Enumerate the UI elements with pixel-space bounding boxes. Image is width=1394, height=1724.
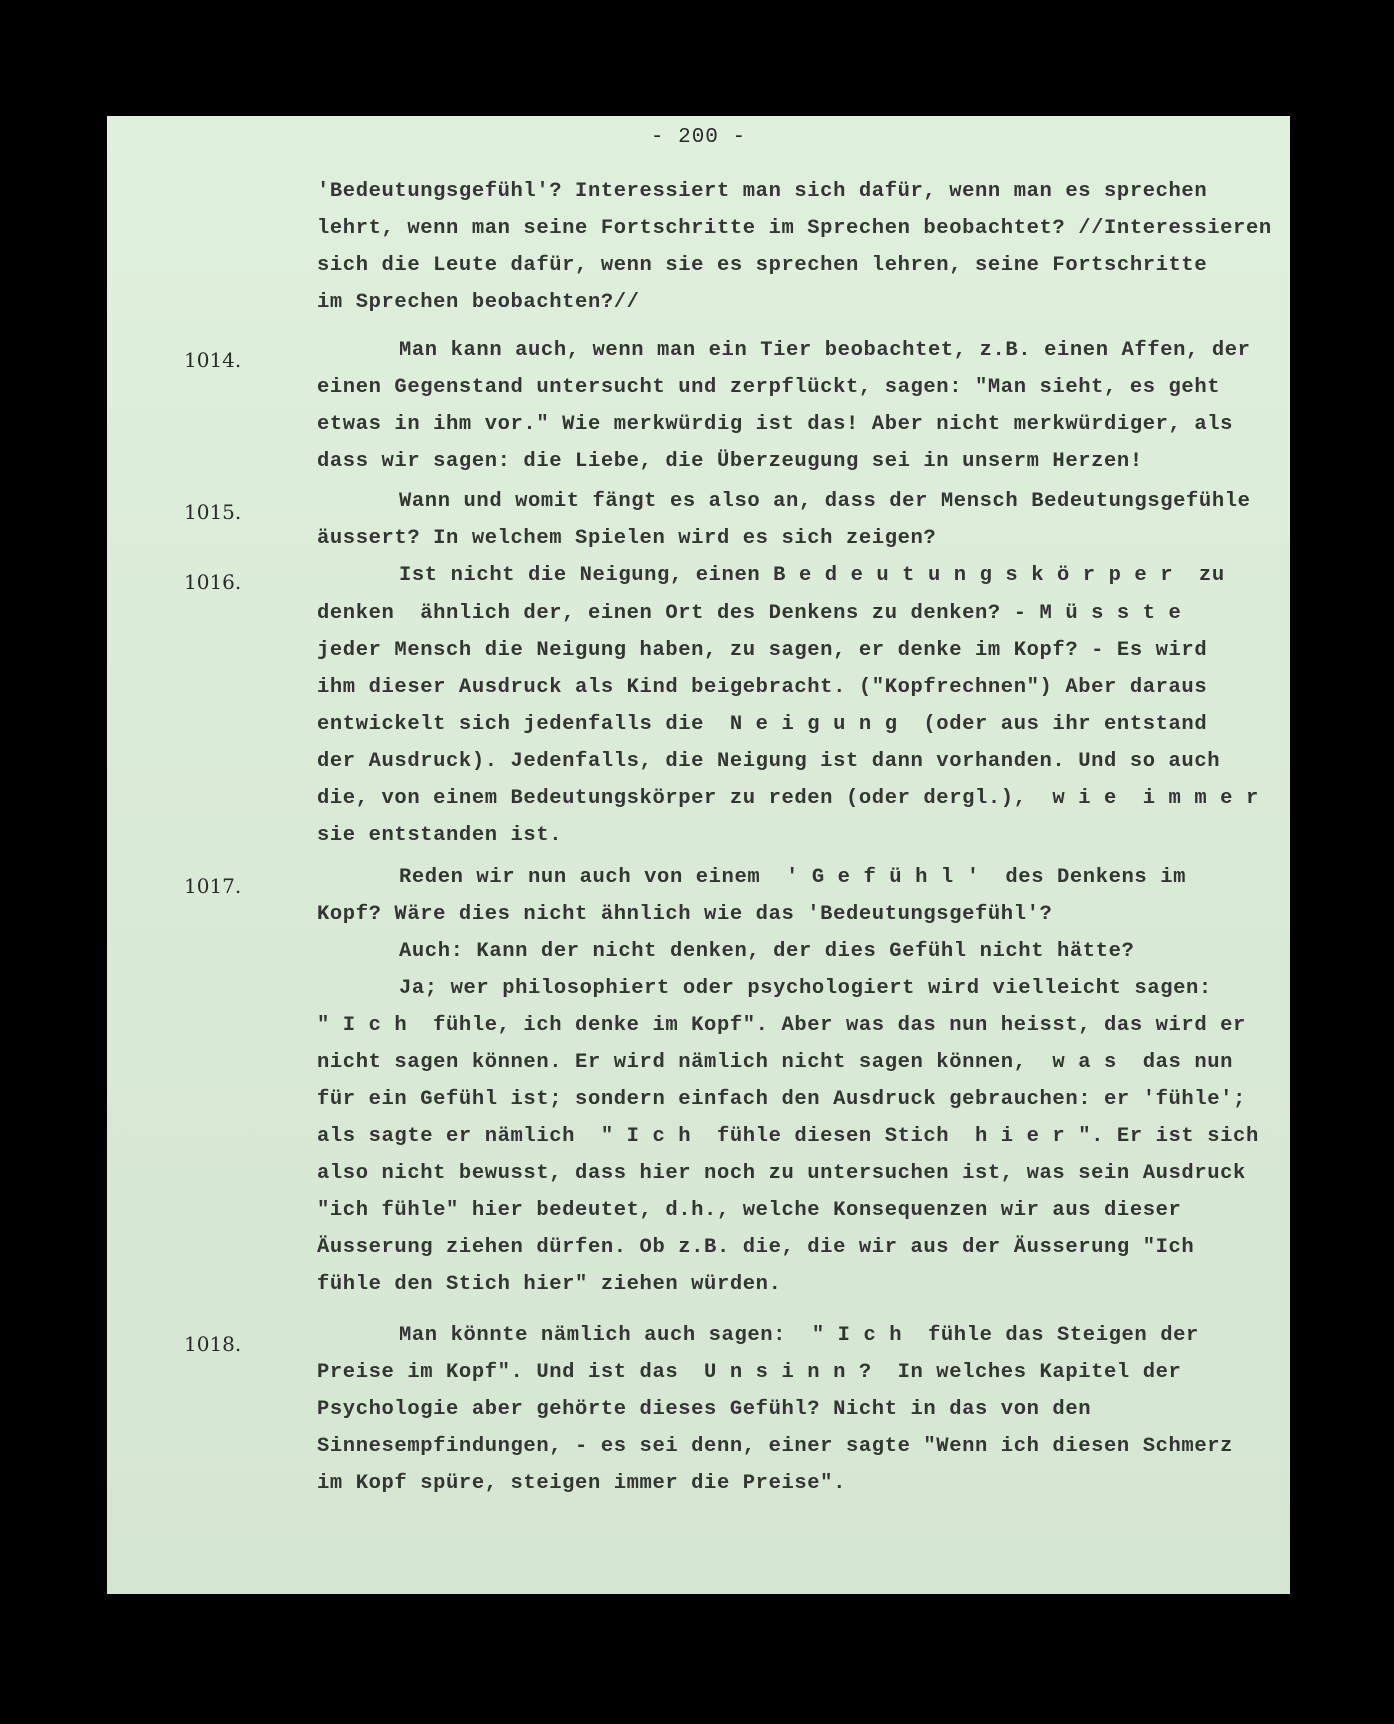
text-line: Man könnte nämlich auch sagen: " I c h fühle das Steigen der: [399, 1324, 1199, 1347]
text-line: sie entstanden ist.: [317, 824, 563, 847]
text-line: Äusserung ziehen dürfen. Ob z.B. die, die wir aus der Äusserung "Ich: [317, 1236, 1195, 1259]
text-line: ihm dieser Ausdruck als Kind beigebracht. ("Kopfrechnen") Aber daraus: [317, 676, 1208, 699]
text-line: fühle den Stich hier" ziehen würden.: [317, 1273, 782, 1296]
text-line: jeder Mensch die Neigung haben, zu sagen, er denke im Kopf? - Es wird: [317, 639, 1208, 662]
text-line: Kopf? Wäre dies nicht ähnlich wie das 'Bedeutungsgefühl'?: [317, 903, 1053, 926]
text-line: etwas in ihm vor." Wie merkwürdig ist das! Aber nicht merkwürdiger, als: [317, 413, 1234, 436]
text-line: entwickelt sich jedenfalls die N e i g u n g (oder aus ihr entstand: [317, 713, 1208, 736]
text-line: Reden wir nun auch von einem ' G e f ü h l ' des Denkens im: [399, 866, 1187, 889]
typescript-page: [107, 116, 1290, 1594]
text-line: Preise im Kopf". Und ist das U n s i n n ? In welches Kapitel der: [317, 1361, 1182, 1384]
text-line: Ja; wer philosophiert oder psychologiert wird vielleicht sagen:: [399, 977, 1212, 1000]
text-line: 'Bedeutungsgefühl'? Interessiert man sich dafür, wenn man es sprechen: [317, 180, 1208, 203]
text-line: also nicht bewusst, dass hier noch zu untersuchen ist, was sein Ausdruck: [317, 1162, 1246, 1185]
text-line: "ich fühle" hier bedeutet, d.h., welche Konsequenzen wir aus dieser: [317, 1199, 1182, 1222]
text-line: im Kopf spüre, steigen immer die Preise".: [317, 1472, 846, 1495]
text-line: im Sprechen beobachten?//: [317, 291, 640, 314]
text-line: " I c h fühle, ich denke im Kopf". Aber was das nun heisst, das wird er: [317, 1014, 1246, 1037]
paragraph-number-1015: 1015.: [184, 500, 242, 524]
text-line: Ist nicht die Neigung, einen B e d e u t u n g s k ö r p e r zu: [399, 564, 1225, 587]
text-line: einen Gegenstand untersucht und zerpflückt, sagen: "Man sieht, es geht: [317, 376, 1234, 399]
text-line: Man kann auch, wenn man ein Tier beobachtet, z.B. einen Affen, der: [399, 339, 1251, 362]
text-line: als sagte er nämlich " I c h fühle diesen Stich h i e r ". Er ist sich: [317, 1125, 1259, 1148]
paragraph-number-1017: 1017.: [184, 874, 242, 898]
paragraph-number-1018: 1018.: [184, 1332, 242, 1356]
text-line: sich die Leute dafür, wenn sie es sprechen lehren, seine Fortschritte: [317, 254, 1208, 277]
text-line: äussert? In welchem Spielen wird es sich zeigen?: [317, 527, 937, 550]
text-line: Auch: Kann der nicht denken, der dies Gefühl nicht hätte?: [399, 940, 1135, 963]
text-line: für ein Gefühl ist; sondern einfach den Ausdruck gebrauchen: er 'fühle';: [317, 1088, 1246, 1111]
paragraph-number-1016: 1016.: [184, 570, 242, 594]
paragraph-number-1014: 1014.: [184, 348, 242, 372]
text-line: die, von einem Bedeutungskörper zu reden (oder dergl.), w i e i m m e r: [317, 787, 1259, 810]
text-line: denken ähnlich der, einen Ort des Denkens zu denken? - M ü s s t e: [317, 602, 1182, 625]
text-line: Wann und womit fängt es also an, dass der Mensch Bedeutungsgefühle: [399, 490, 1251, 513]
text-line: lehrt, wenn man seine Fortschritte im Sprechen beobachtet? //Interessieren: [317, 217, 1272, 240]
text-line: Sinnesempfindungen, - es sei denn, einer sagte "Wenn ich diesen Schmerz: [317, 1435, 1234, 1458]
text-line: nicht sagen können. Er wird nämlich nicht sagen können, w a s das nun: [317, 1051, 1234, 1074]
page-number: - 200 -: [650, 126, 747, 149]
text-line: der Ausdruck). Jedenfalls, die Neigung ist dann vorhanden. Und so auch: [317, 750, 1221, 773]
text-line: Psychologie aber gehörte dieses Gefühl? Nicht in das von den: [317, 1398, 1092, 1421]
text-line: dass wir sagen: die Liebe, die Überzeugung sei in unserm Herzen!: [317, 450, 1143, 473]
